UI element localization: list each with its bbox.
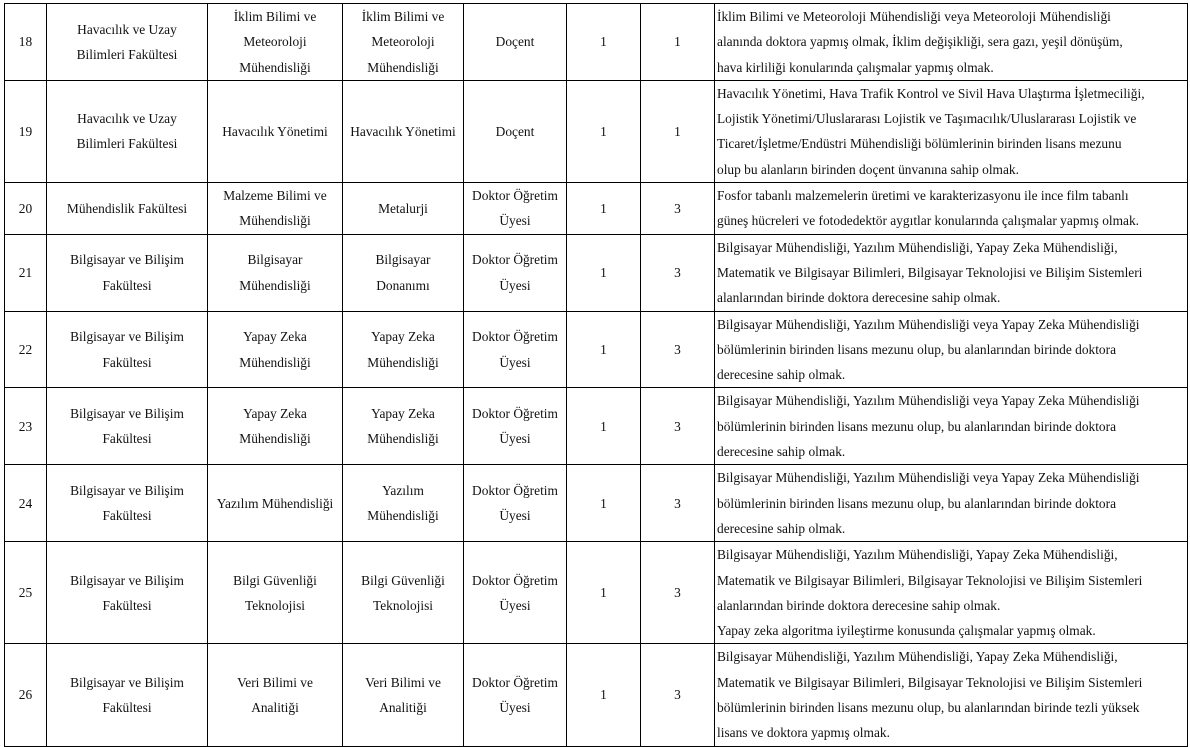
department-cell xyxy=(208,644,343,746)
department-cell-line: Yapay Zeka xyxy=(243,406,307,422)
conditions-line: Havacılık Yönetimi, Hava Trafik Kontrol ve Sivil Hava Ulaştırma İşletmeciliği, xyxy=(717,85,1145,101)
faculty-cell-line: Havacılık ve Uzay xyxy=(77,21,177,37)
title-cell-line: Doktor Öğretim xyxy=(472,572,558,588)
department-cell-line: Yazılım Mühendisliği xyxy=(216,495,334,511)
department-cell-line: Mühendisliği xyxy=(239,354,311,370)
conditions-cell xyxy=(715,388,1188,465)
department-cell-line: Mühendisliği xyxy=(239,59,311,75)
department-cell-line: Meteoroloji xyxy=(243,34,307,50)
department-cell-line: İklim Bilimi ve xyxy=(233,9,317,24)
faculty-cell-line: Bilgisayar ve Bilişim xyxy=(70,252,184,268)
table-body xyxy=(5,4,1188,747)
subfield-cell-line: Veri Bilimi ve xyxy=(365,674,441,690)
staff-count-cell: 1 xyxy=(567,644,641,746)
department-cell xyxy=(208,234,343,311)
conditions-line: alanlarından birinde doktora derecesine sahip olmak. xyxy=(717,290,1001,306)
row-number-cell: 21 xyxy=(5,234,47,311)
faculty-cell xyxy=(47,644,208,746)
subfield-cell xyxy=(343,311,464,388)
subfield-cell-line: Yapay Zeka xyxy=(371,329,435,345)
faculty-cell-line: Bilgisayar ve Bilişim xyxy=(70,329,184,345)
faculty-cell-line: Mühendislik Fakültesi xyxy=(66,200,188,216)
subfield-cell-line: Yazılım xyxy=(382,482,424,498)
conditions-line: derecesine sahip olmak. xyxy=(717,520,846,536)
conditions-cell xyxy=(715,4,1188,81)
faculty-cell xyxy=(47,4,208,81)
title-cell xyxy=(464,234,567,311)
title-cell xyxy=(464,80,567,182)
title-cell-line: Üyesi xyxy=(499,700,531,716)
department-cell-line: Analitiği xyxy=(251,700,299,716)
faculty-cell-line: Fakültesi xyxy=(102,508,152,524)
subfield-cell xyxy=(343,644,464,746)
row-number-cell: 26 xyxy=(5,644,47,746)
position-count-cell: 3 xyxy=(641,388,715,465)
subfield-cell xyxy=(343,183,464,235)
title-cell-line: Doktor Öğretim xyxy=(472,406,558,422)
subfield-cell-line: Bilgi Güvenliği xyxy=(361,572,445,588)
faculty-cell-line: Fakültesi xyxy=(102,597,152,613)
row-number-cell: 25 xyxy=(5,542,47,644)
department-cell xyxy=(208,183,343,235)
subfield-cell xyxy=(343,234,464,311)
conditions-line: Bilgisayar Mühendisliği, Yazılım Mühendisliği, Yapay Zeka Mühendisliği, xyxy=(717,239,1118,255)
department-cell xyxy=(208,311,343,388)
title-cell-line: Üyesi xyxy=(499,597,531,613)
faculty-cell-line: Bilgisayar ve Bilişim xyxy=(70,482,184,498)
title-cell xyxy=(464,311,567,388)
faculty-cell-line: Bilimleri Fakültesi xyxy=(76,46,178,62)
title-cell xyxy=(464,542,567,644)
department-cell-line: Veri Bilimi ve xyxy=(237,674,313,690)
table-row xyxy=(5,80,1188,182)
department-cell-line: Mühendisliği xyxy=(239,431,311,447)
staff-count-cell: 1 xyxy=(567,388,641,465)
staff-count-cell: 1 xyxy=(567,311,641,388)
department-cell xyxy=(208,465,343,542)
row-number-cell: 19 xyxy=(5,80,47,182)
table-row xyxy=(5,542,1188,644)
staff-count-cell: 1 xyxy=(567,80,641,182)
department-cell-line: Malzeme Bilimi ve xyxy=(223,188,327,204)
faculty-cell-line: Bilgisayar ve Bilişim xyxy=(70,572,184,588)
position-count-cell: 3 xyxy=(641,234,715,311)
position-count-cell: 3 xyxy=(641,465,715,542)
subfield-cell-line: Analitiği xyxy=(379,700,427,716)
conditions-line: Matematik ve Bilgisayar Bilimleri, Bilgisayar Teknolojisi ve Bilişim Sistemleri xyxy=(717,572,1143,588)
conditions-line: Fosfor tabanlı malzemelerin üretimi ve karakterizasyonu ile ince film tabanlı xyxy=(717,188,1129,204)
staff-count-cell: 1 xyxy=(567,183,641,235)
conditions-line: Matematik ve Bilgisayar Bilimleri, Bilgisayar Teknolojisi ve Bilişim Sistemleri xyxy=(717,264,1143,280)
table-row xyxy=(5,311,1188,388)
subfield-cell-line: Meteoroloji xyxy=(371,34,435,50)
row-number-cell: 18 xyxy=(5,4,47,81)
subfield-cell-line: Mühendisliği xyxy=(367,431,439,447)
title-cell-line: Üyesi xyxy=(499,508,531,524)
department-cell-line: Bilgisayar xyxy=(247,252,303,268)
subfield-cell-line: Mühendisliği xyxy=(367,508,439,524)
conditions-line: bölümlerinin birinden lisans mezunu olup, bu alanlarından birinde doktora xyxy=(717,418,1117,434)
staff-count-cell: 1 xyxy=(567,542,641,644)
table-row xyxy=(5,234,1188,311)
conditions-cell xyxy=(715,644,1188,746)
department-cell-line: Mühendisliği xyxy=(239,213,311,229)
title-cell-line: Üyesi xyxy=(499,277,531,293)
position-count-cell: 3 xyxy=(641,542,715,644)
position-count-cell: 3 xyxy=(641,183,715,235)
conditions-cell xyxy=(715,183,1188,235)
conditions-line: alanında doktora yapmış olmak, İklim değişikliği, sera gazı, yeşil dönüşüm, xyxy=(717,34,1123,50)
table-row xyxy=(5,644,1188,746)
conditions-line: Ticaret/İşletme/Endüstri Mühendisliği bölümlerinin birinden lisans mezunu xyxy=(717,136,1122,152)
title-cell xyxy=(464,4,567,81)
department-cell-line: Teknolojisi xyxy=(244,597,306,613)
conditions-line: Bilgisayar Mühendisliği, Yazılım Mühendisliği, Yapay Zeka Mühendisliği, xyxy=(717,649,1118,665)
conditions-line: derecesine sahip olmak. xyxy=(717,444,846,460)
subfield-cell xyxy=(343,465,464,542)
subfield-cell xyxy=(343,388,464,465)
title-cell xyxy=(464,465,567,542)
faculty-cell-line: Fakültesi xyxy=(102,700,152,716)
conditions-line: derecesine sahip olmak. xyxy=(717,367,846,383)
conditions-line: Bilgisayar Mühendisliği, Yazılım Mühendisliği veya Yapay Zeka Mühendisliği xyxy=(717,393,1140,409)
conditions-line: İklim Bilimi ve Meteoroloji Mühendisliği veya Meteoroloji Mühendisliği xyxy=(717,9,1111,24)
department-cell-line: Havacılık Yönetimi xyxy=(222,123,328,139)
conditions-cell xyxy=(715,311,1188,388)
table-row xyxy=(5,4,1188,81)
faculty-cell xyxy=(47,388,208,465)
staff-count-cell: 1 xyxy=(567,234,641,311)
conditions-line: olup bu alanların birinden doçent ünvanına sahip olmak. xyxy=(717,161,1019,177)
conditions-line: Lojistik Yönetimi/Uluslararası Lojistik ve Taşımacılık/Uluslararası Lojistik ve xyxy=(717,111,1137,127)
title-cell-line: Doçent xyxy=(495,34,535,50)
conditions-line: bölümlerinin birinden lisans mezunu olup, bu alanlarından birinde doktora xyxy=(717,495,1117,511)
conditions-line: bölümlerinin birinden lisans mezunu olup, bu alanlarından birinde tezli yüksek xyxy=(717,700,1140,716)
conditions-line: hava kirliliği konularında çalışmalar yapmış olmak. xyxy=(717,59,994,75)
subfield-cell xyxy=(343,4,464,81)
title-cell-line: Doktor Öğretim xyxy=(472,329,558,345)
faculty-cell xyxy=(47,183,208,235)
conditions-line: Matematik ve Bilgisayar Bilimleri, Bilgisayar Teknolojisi ve Bilişim Sistemleri xyxy=(717,674,1143,690)
title-cell xyxy=(464,388,567,465)
conditions-line: bölümlerinin birinden lisans mezunu olup, bu alanlarından birinde doktora xyxy=(717,341,1117,357)
faculty-positions-table xyxy=(4,3,1188,747)
faculty-cell-line: Havacılık ve Uzay xyxy=(77,111,177,127)
subfield-cell-line: Mühendisliği xyxy=(367,354,439,370)
row-number-cell: 20 xyxy=(5,183,47,235)
subfield-cell-line: Teknolojisi xyxy=(372,597,434,613)
conditions-cell xyxy=(715,542,1188,644)
faculty-cell xyxy=(47,80,208,182)
faculty-cell-line: Bilgisayar ve Bilişim xyxy=(70,406,184,422)
title-cell-line: Doçent xyxy=(495,123,535,139)
faculty-cell-line: Bilimleri Fakültesi xyxy=(76,136,178,152)
department-cell xyxy=(208,388,343,465)
conditions-line: Bilgisayar Mühendisliği, Yazılım Mühendisliği veya Yapay Zeka Mühendisliği xyxy=(717,316,1140,332)
department-cell-line: Bilgi Güvenliği xyxy=(233,572,317,588)
faculty-cell xyxy=(47,542,208,644)
conditions-line: Bilgisayar Mühendisliği, Yazılım Mühendisliği veya Yapay Zeka Mühendisliği xyxy=(717,470,1140,486)
position-count-cell: 3 xyxy=(641,311,715,388)
subfield-cell-line: Metalurji xyxy=(378,200,428,216)
conditions-cell xyxy=(715,234,1188,311)
title-cell-line: Üyesi xyxy=(499,213,531,229)
title-cell xyxy=(464,183,567,235)
row-number-cell: 24 xyxy=(5,465,47,542)
subfield-cell xyxy=(343,542,464,644)
title-cell-line: Doktor Öğretim xyxy=(472,188,558,204)
subfield-cell-line: Donanımı xyxy=(376,277,430,293)
faculty-cell xyxy=(47,465,208,542)
conditions-cell xyxy=(715,80,1188,182)
title-cell-line: Doktor Öğretim xyxy=(472,482,558,498)
table-row xyxy=(5,388,1188,465)
subfield-cell-line: İklim Bilimi ve xyxy=(361,9,445,24)
conditions-line: Yapay zeka algoritma iyileştirme konusunda çalışmalar yapmış olmak. xyxy=(717,623,1096,639)
faculty-cell-line: Fakültesi xyxy=(102,277,152,293)
position-count-cell: 1 xyxy=(641,4,715,81)
faculty-cell-line: Bilgisayar ve Bilişim xyxy=(70,674,184,690)
conditions-cell xyxy=(715,465,1188,542)
department-cell xyxy=(208,542,343,644)
title-cell-line: Doktor Öğretim xyxy=(472,252,558,268)
staff-count-cell: 1 xyxy=(567,465,641,542)
title-cell-line: Doktor Öğretim xyxy=(472,674,558,690)
title-cell-line: Üyesi xyxy=(499,431,531,447)
subfield-cell xyxy=(343,80,464,182)
faculty-cell-line: Fakültesi xyxy=(102,431,152,447)
faculty-cell xyxy=(47,234,208,311)
position-count-cell: 1 xyxy=(641,80,715,182)
staff-count-cell: 1 xyxy=(567,4,641,81)
subfield-cell-line: Yapay Zeka xyxy=(371,406,435,422)
department-cell xyxy=(208,4,343,81)
title-cell-line: Üyesi xyxy=(499,354,531,370)
conditions-line: lisans ve doktora yapmış olmak. xyxy=(717,725,890,741)
department-cell-line: Yapay Zeka xyxy=(243,329,307,345)
row-number-cell: 23 xyxy=(5,388,47,465)
subfield-cell-line: Mühendisliği xyxy=(367,59,439,75)
conditions-line: güneş hücreleri ve fotodedektör aygıtlar konularında çalışmalar yapmış olmak. xyxy=(717,213,1140,229)
department-cell-line: Mühendisliği xyxy=(239,277,311,293)
faculty-cell-line: Fakültesi xyxy=(102,354,152,370)
table-row xyxy=(5,465,1188,542)
title-cell xyxy=(464,644,567,746)
conditions-line: Bilgisayar Mühendisliği, Yazılım Mühendisliği, Yapay Zeka Mühendisliği, xyxy=(717,547,1118,563)
subfield-cell-line: Bilgisayar xyxy=(375,252,431,268)
subfield-cell-line: Havacılık Yönetimi xyxy=(350,123,456,139)
faculty-cell xyxy=(47,311,208,388)
conditions-line: alanlarından birinde doktora derecesine sahip olmak. xyxy=(717,597,1001,613)
row-number-cell: 22 xyxy=(5,311,47,388)
table-row xyxy=(5,183,1188,235)
position-count-cell: 3 xyxy=(641,644,715,746)
department-cell xyxy=(208,80,343,182)
